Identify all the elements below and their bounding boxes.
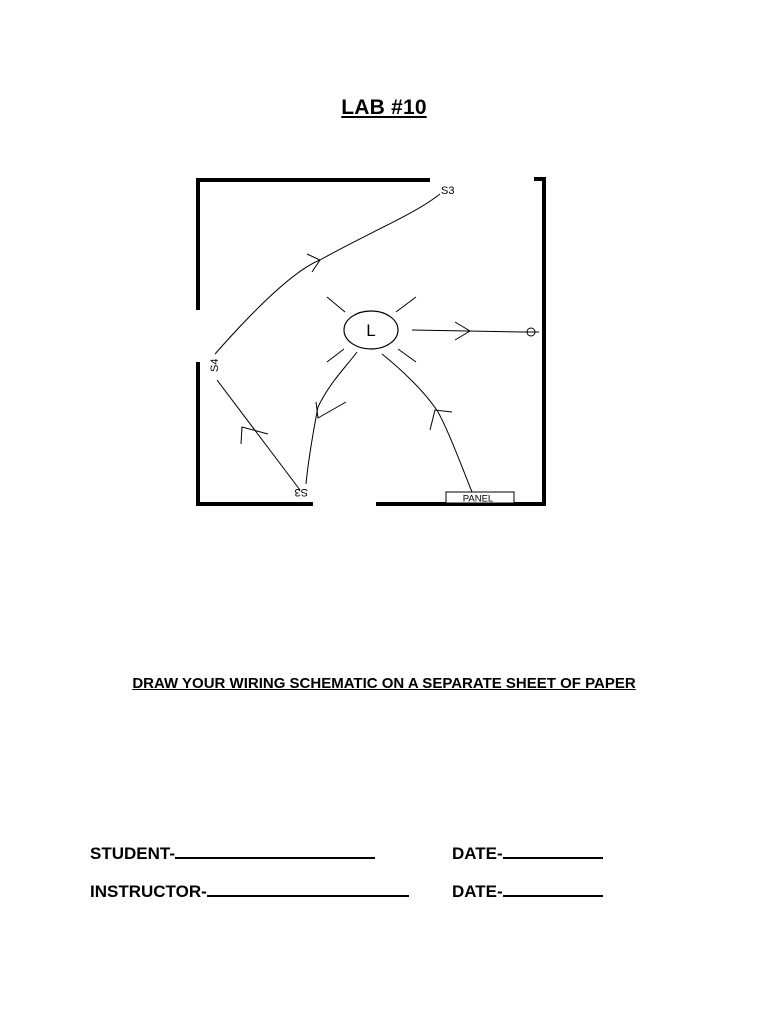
switch-label-top: S3 — [441, 185, 455, 197]
instructor-date-label: DATE- — [452, 882, 503, 901]
room-walls — [198, 179, 544, 504]
outlet-icon — [523, 328, 539, 336]
instructor-date-blank-line[interactable] — [503, 881, 603, 897]
wiring-floor-plan — [190, 172, 555, 512]
student-date-label: DATE- — [452, 844, 503, 863]
wire-panel-lamp — [382, 354, 472, 492]
instructor-label: INSTRUCTOR- — [90, 882, 207, 901]
wire-s4-s3-top — [215, 194, 440, 354]
lamp-label: L — [366, 321, 376, 340]
page-title: LAB #10 — [341, 96, 427, 119]
instructor-blank-line[interactable] — [207, 881, 409, 897]
student-date-line — [452, 843, 603, 864]
wall-bottom-right — [376, 179, 544, 504]
wall-top-left — [198, 180, 430, 310]
student-date-blank-line[interactable] — [503, 843, 603, 859]
wall-bottom-left — [198, 362, 313, 504]
student-signature-line — [90, 843, 375, 864]
student-label: STUDENT- — [90, 844, 175, 863]
wire-s3-lamp — [306, 352, 357, 484]
wire-lamp-outlet — [412, 322, 523, 340]
instructor-signature-line — [90, 881, 409, 902]
wire-s3-s4 — [217, 380, 300, 490]
student-blank-line[interactable] — [175, 843, 375, 859]
instructor-date-line — [452, 881, 603, 902]
panel-label: PANEL — [462, 493, 494, 505]
instruction-text: DRAW YOUR WIRING SCHEMATIC ON A SEPARATE SHEET OF PAPER — [132, 675, 636, 692]
switch-label-left: S4 — [209, 358, 221, 372]
switch-label-bottom: S3 — [294, 486, 308, 498]
